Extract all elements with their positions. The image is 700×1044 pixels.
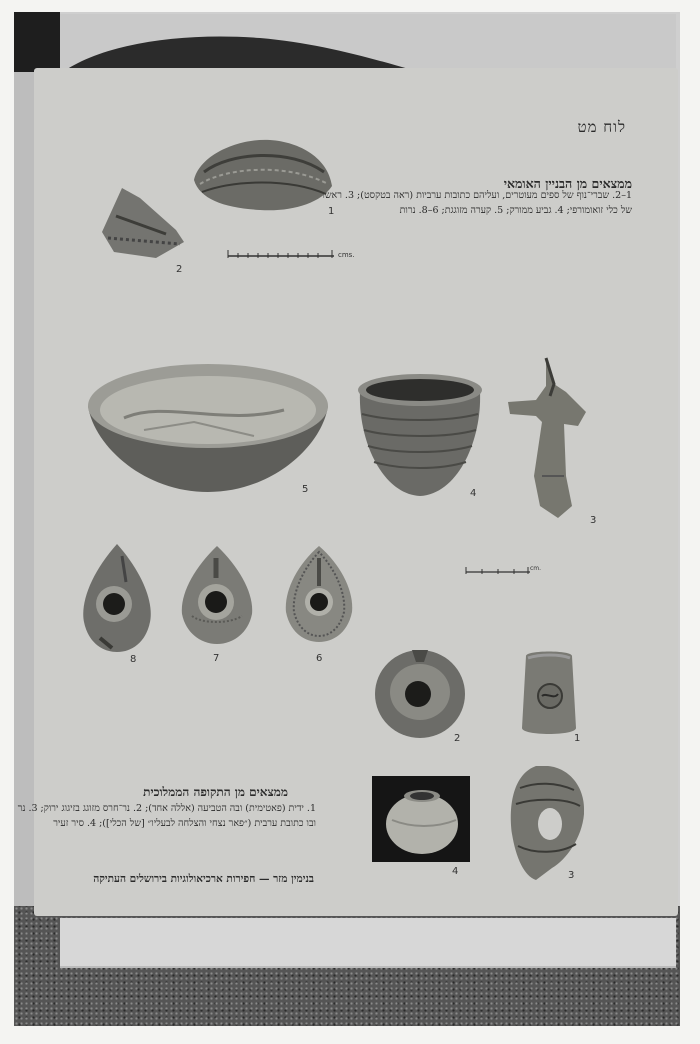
artifact-lamp-8 [78,542,156,654]
figure-number: 7 [213,653,220,664]
figure-number: 2 [176,264,183,275]
artifact-sherd-1 [190,134,336,214]
section2-title: ממצאים מן התקופה הממלוכית [143,785,288,799]
figure-number: 3 [568,870,575,881]
artifact-sherd-2 [96,186,188,262]
figure-number: 5 [302,484,309,495]
artifact-small-jar-4 [372,776,470,862]
figure-number: 1 [328,206,335,217]
figure-number: 6 [316,653,323,664]
footer-credit: בנימין מזר — חפירות ארכיאולוגיות בירושלים העתיקה [93,873,314,885]
artifact-zoomorphic-3 [506,356,594,522]
section2-description: 1. ידית (פאטימית) ובה הטביעה (אללה אחד); 2. נר־חרס מזוגג בזיגוג ירוק; 3. נר ובו כתובת ערבית (״פאר נצחי והצלחה לבעליו״ [של הכלי]); 4. סיר זעיר [17,803,316,829]
artifact-bowl-5 [84,360,332,496]
bottom-paper-strip [60,918,676,968]
artifact-lamp-6 [282,544,356,644]
scale-bar [464,564,534,576]
plate-title: לוח מט [577,118,626,136]
section1-title: ממצאים מן הבניין האומאי [503,176,632,191]
figure-number: 2 [454,733,461,744]
figure-number: 4 [470,488,477,499]
section1-description: 1–2. שברי־נוף של ספים מעוטרים, ועליהם כתובות ערביות (ראה בטקסט); 3. ראשו של כלי זואומורפי; 4. גביע ממורק; 5. קערה מזוגגת; 6–8. נרות [322,190,632,216]
figure-number: 8 [130,654,137,665]
artifact-lamp-7 [178,544,256,646]
artifact-goblet-4 [352,370,488,500]
artifact-stamped-handle-1 [520,648,578,738]
artifact-inscribed-lamp-3 [506,764,586,884]
dark-corner [14,12,60,74]
scale-bar [226,246,336,262]
artifact-glazed-lamp-2 [372,644,468,740]
figure-number: 4 [452,866,459,877]
figure-number: 1 [574,733,581,744]
figure-number: 3 [590,515,597,526]
scale-unit: cm. [530,565,542,572]
scale-unit: cms. [338,251,355,259]
